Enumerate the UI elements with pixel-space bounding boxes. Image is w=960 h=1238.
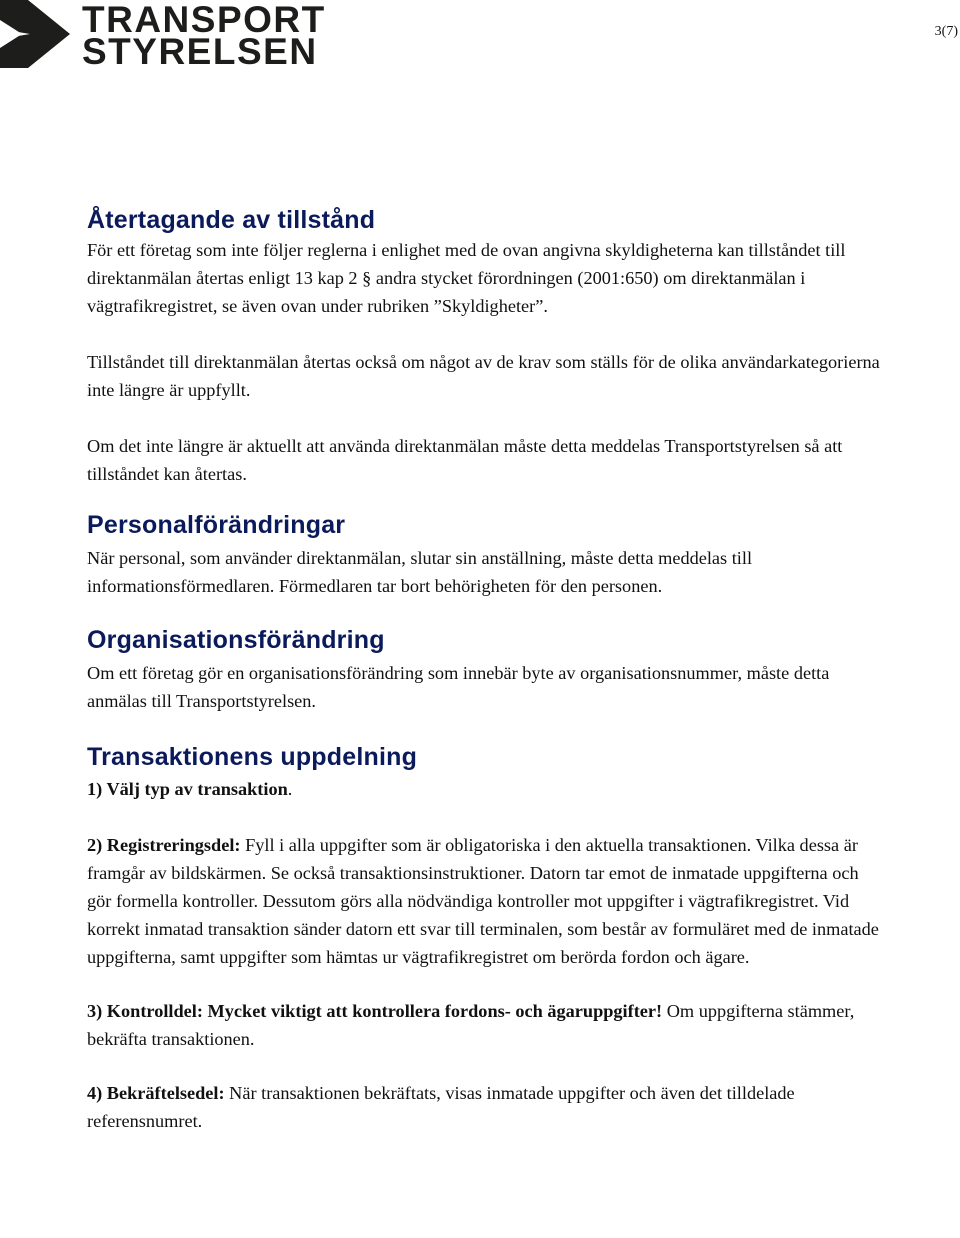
step-1-text: .: [287, 779, 293, 799]
transportstyrelsen-logo: [0, 0, 326, 72]
logo-text-line2: STYRELSEN: [82, 31, 318, 72]
heading-atertagande: Återtagande av tillstånd: [87, 206, 376, 234]
step-4-label: 4) Bekräftelsedel:: [87, 1083, 225, 1103]
paragraph-personal-1: När personal, som använder direktanmälan, slutar sin anställning, måste detta meddelas till informationsförmedlaren. Förmedlaren tar bort behörigheten för den personen.: [87, 548, 753, 596]
document-body: [87, 205, 887, 1135]
paragraph-organisation-1: Om ett företag gör en organisationsförändring som innebär byte av organisationsnummer, måste detta anmälas till Transportstyrelsen.: [87, 663, 830, 711]
heading-transaktion: Transaktionens uppdelning: [87, 743, 418, 771]
logo-text-line1: TRANSPORT: [82, 0, 326, 40]
heading-organisation: Organisationsförändring: [87, 626, 385, 654]
paragraph-atertagande-2: Tillståndet till direktanmälan återtas också om något av de krav som ställs för de olika användarkategorierna inte längre är uppfyllt.: [87, 352, 880, 400]
paragraph-atertagande-1: För ett företag som inte följer reglerna i enlighet med de ovan angivna skyldigheterna kan tillståndet till direktanmälan återtas enligt 13 kap 2 § andra stycket förordningen (2001:650) om direktanmälan i vägtrafikregistret, se även ovan under rubriken ”Skyldigheter”.: [87, 240, 846, 316]
paragraph-atertagande-3: Om det inte längre är aktuellt att använda direktanmälan måste detta meddelas Transportstyrelsen så att tillståndet kan återtas.: [87, 436, 843, 484]
step-3-text: Om uppgifterna stämmer, bekräfta transaktionen.: [87, 1001, 855, 1049]
heading-personal: Personalförändringar: [87, 511, 346, 539]
logo-mark-icon: [0, 0, 70, 68]
step-2: [87, 831, 887, 971]
step-4-text: När transaktionen bekräftats, visas inmatade uppgifter och även det tilldelade referensnumret.: [87, 1083, 795, 1131]
step-4: [87, 1079, 887, 1135]
step-3-label: 3) Kontrolldel: Mycket viktigt att kontrollera fordons- och ägaruppgifter!: [87, 1001, 663, 1021]
step-1: [87, 775, 887, 803]
step-3: [87, 997, 887, 1053]
step-2-label: 2) Registreringsdel:: [87, 835, 241, 855]
step-1-label: 1) Välj typ av transaktion: [87, 779, 288, 799]
step-2-text: Fyll i alla uppgifter som är obligatoriska i den aktuella transaktionen. Vilka dessa är framgår av bildskärmen. Se också transaktionsinstruktioner. Datorn tar emot de inmatade uppgifterna och gör formella kontroller. Dessutom görs alla nödvändiga kontroller mot uppgifter i vägtrafikregistret. Vid korrekt inmatad transaktion sänder datorn ett svar till terminalen, som består av formuläret med de inmatade uppgifterna, samt uppgifter som hämtas ur vägtrafikregistret om berörda fordon och ägare.: [87, 835, 879, 967]
page-number: 3(7): [934, 24, 958, 39]
